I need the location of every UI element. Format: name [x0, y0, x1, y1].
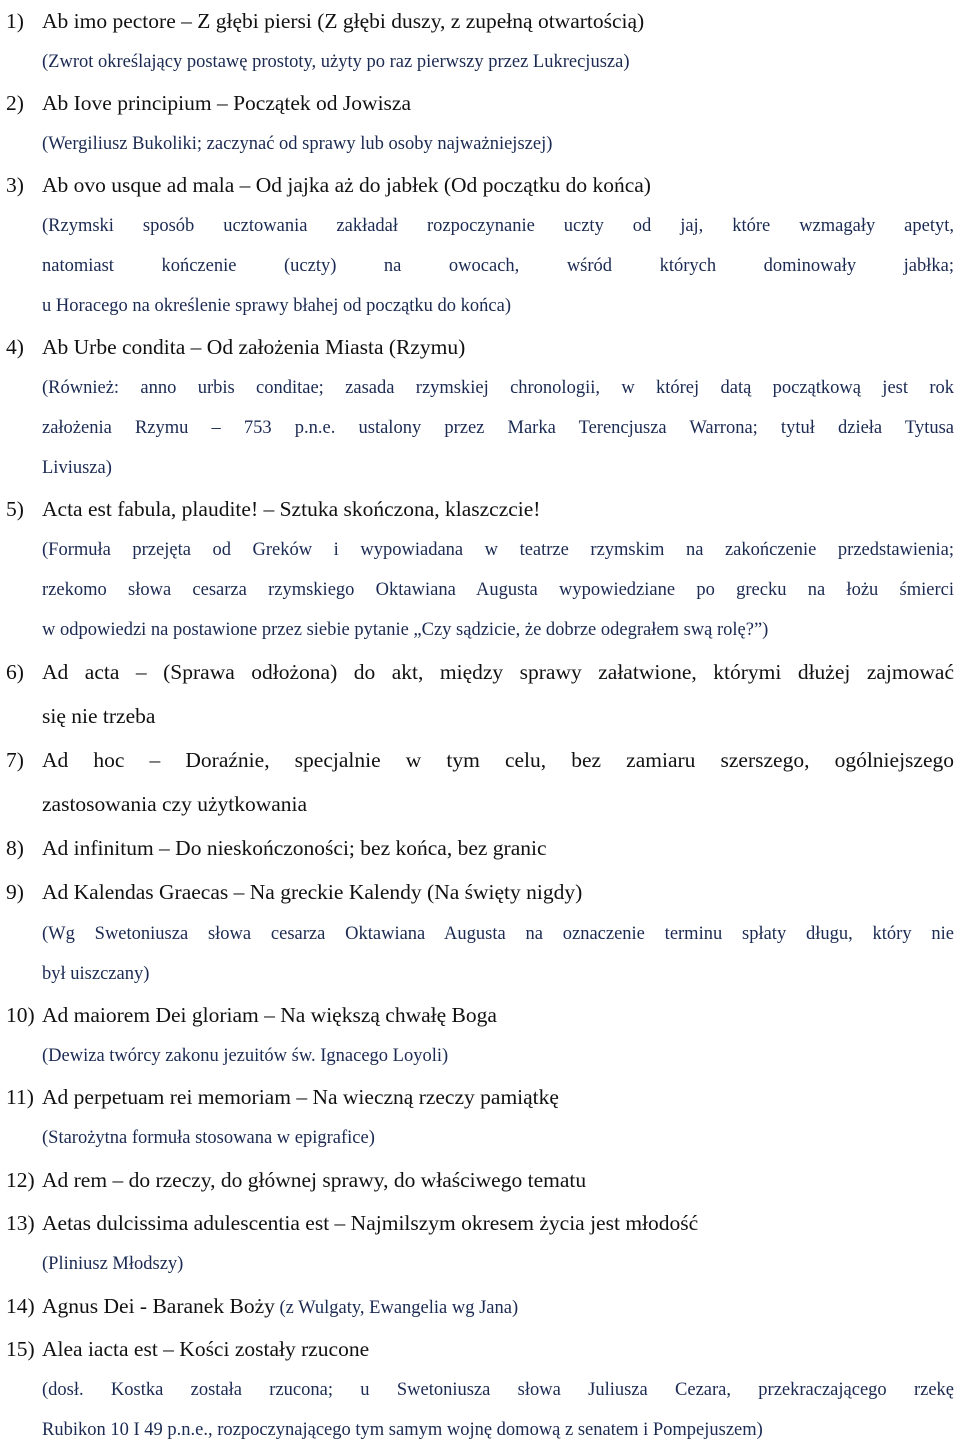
list-item [6, 164, 954, 326]
item-note: (Również: anno urbis conditae; zasada rzymskiej chronologii, w której datą początkową jest rok założenia Rzymu – 753 p.n.e. ustalony przez Marka Terencjusza Warrona; tytuł dzieła Tytusa Liviusza) [42, 378, 954, 478]
item-number: 6) [6, 660, 24, 684]
item-number: 2) [6, 91, 24, 115]
list-item [6, 1076, 954, 1158]
item-heading: Ad maiorem Dei gloriam – Na większą chwałę Boga [42, 1003, 497, 1027]
item-number: 7) [6, 748, 24, 772]
item-note: (Dewiza twórcy zakonu jezuitów św. Ignacego Loyoli) [42, 1046, 449, 1066]
item-heading: Ab Urbe condita – Od założenia Miasta (Rzymu) [42, 335, 466, 359]
item-number: 1) [6, 9, 24, 33]
list-item [6, 1202, 954, 1284]
item-heading: Ad rem – do rzeczy, do głównej sprawy, do właściwego tematu [42, 1168, 587, 1192]
item-number: 14) [6, 1294, 35, 1318]
list-item [6, 826, 954, 870]
item-number: 4) [6, 335, 24, 359]
item-heading: Ad perpetuam rei memoriam – Na wieczną rzeczy pamiątkę [42, 1085, 559, 1109]
list-item [6, 870, 954, 994]
item-heading: Ab imo pectore – Z głębi piersi (Z głębi duszy, z zupełną otwartością) [42, 9, 645, 33]
item-number: 11) [6, 1085, 34, 1109]
item-heading: Acta est fabula, plaudite! – Sztuka skończona, klaszczcie! [42, 497, 541, 521]
item-number: 3) [6, 173, 24, 197]
list-item [6, 0, 954, 82]
list-item [6, 738, 954, 826]
list-item [6, 326, 954, 488]
item-number: 9) [6, 880, 24, 904]
item-heading: Ab ovo usque ad mala – Od jajka aż do jabłek (Od początku do końca) [42, 173, 651, 197]
item-note: (Formuła przejęta od Greków i wypowiadana w teatrze rzymskim na zakończenie przedstawienia; rzekomo słowa cesarza rzymskiego Oktawiana Augusta wypowiedziane po grecku na łożu śmierci w odpowiedzi na postawione przez siebie pytanie „Czy sądzicie, że dobrze odegrałem swą rolę?”) [42, 540, 954, 640]
item-note: (Wergiliusz Bukoliki; zaczynać od sprawy lub osoby najważniejszej) [42, 134, 553, 154]
item-note: (Rzymski sposób ucztowania zakładał rozpoczynanie uczty od jaj, które wzmagały apetyt, natomiast kończenie (uczty) na owocach, wśród których dominowały jabłka; u Horacego na określenie sprawy błahej od początku do końca) [42, 216, 954, 316]
list-item [6, 1158, 954, 1202]
item-heading: Alea iacta est – Kości zostały rzucone [42, 1337, 370, 1361]
list-item [6, 488, 954, 650]
item-heading: Ad acta – (Sprawa odłożona) do akt, między sprawy załatwione, którymi dłużej zajmować [42, 660, 954, 684]
item-note: (Zwrot określający postawę prostoty, użyty po raz pierwszy przez Lukrecjusza) [42, 52, 630, 72]
item-heading: Ad Kalendas Graecas – Na greckie Kalendy (Na święty nigdy) [42, 880, 583, 904]
item-note: (dosł. Kostka została rzucona; u Swetoniusza słowa Juliusza Cezara, przekraczającego rzekę Rubikon 10 I 49 p.n.e., rozpoczynającego tym samym wojnę domową z senatem i Pompejuszem) [42, 1380, 954, 1440]
list-item [6, 650, 954, 738]
list-item [6, 1328, 954, 1450]
list-item [6, 82, 954, 164]
item-number: 12) [6, 1168, 35, 1192]
list-item [6, 1284, 954, 1328]
item-heading: Aetas dulcissima adulescentia est – Najmilszym okresem życia jest młodość [42, 1211, 699, 1235]
item-note: (Starożytna formuła stosowana w epigrafice) [42, 1128, 375, 1148]
list-item [6, 994, 954, 1076]
item-heading: Ad infinitum – Do nieskończoności; bez końca, bez granic [42, 836, 547, 860]
item-number: 13) [6, 1211, 35, 1235]
item-heading-continuation: zastosowania czy użytkowania [42, 792, 308, 816]
item-number: 5) [6, 497, 24, 521]
item-inline-note: (z Wulgaty, Ewangelia wg Jana) [274, 1298, 519, 1318]
item-note: (Wg Swetoniusza słowa cesarza Oktawiana Augusta na oznaczenie terminu spłaty długu, który nie był uiszczany) [42, 924, 954, 984]
item-heading-continuation: się nie trzeba [42, 704, 156, 728]
item-number: 8) [6, 836, 24, 860]
item-heading: Ab Iove principium – Początek od Jowisza [42, 91, 411, 115]
item-heading: Agnus Dei - Baranek Boży [42, 1294, 275, 1318]
item-note: (Pliniusz Młodszy) [42, 1254, 184, 1274]
item-number: 10) [6, 1003, 35, 1027]
item-number: 15) [6, 1337, 35, 1361]
item-heading: Ad hoc – Doraźnie, specjalnie w tym celu, bez zamiaru szerszego, ogólniejszego [42, 748, 954, 772]
